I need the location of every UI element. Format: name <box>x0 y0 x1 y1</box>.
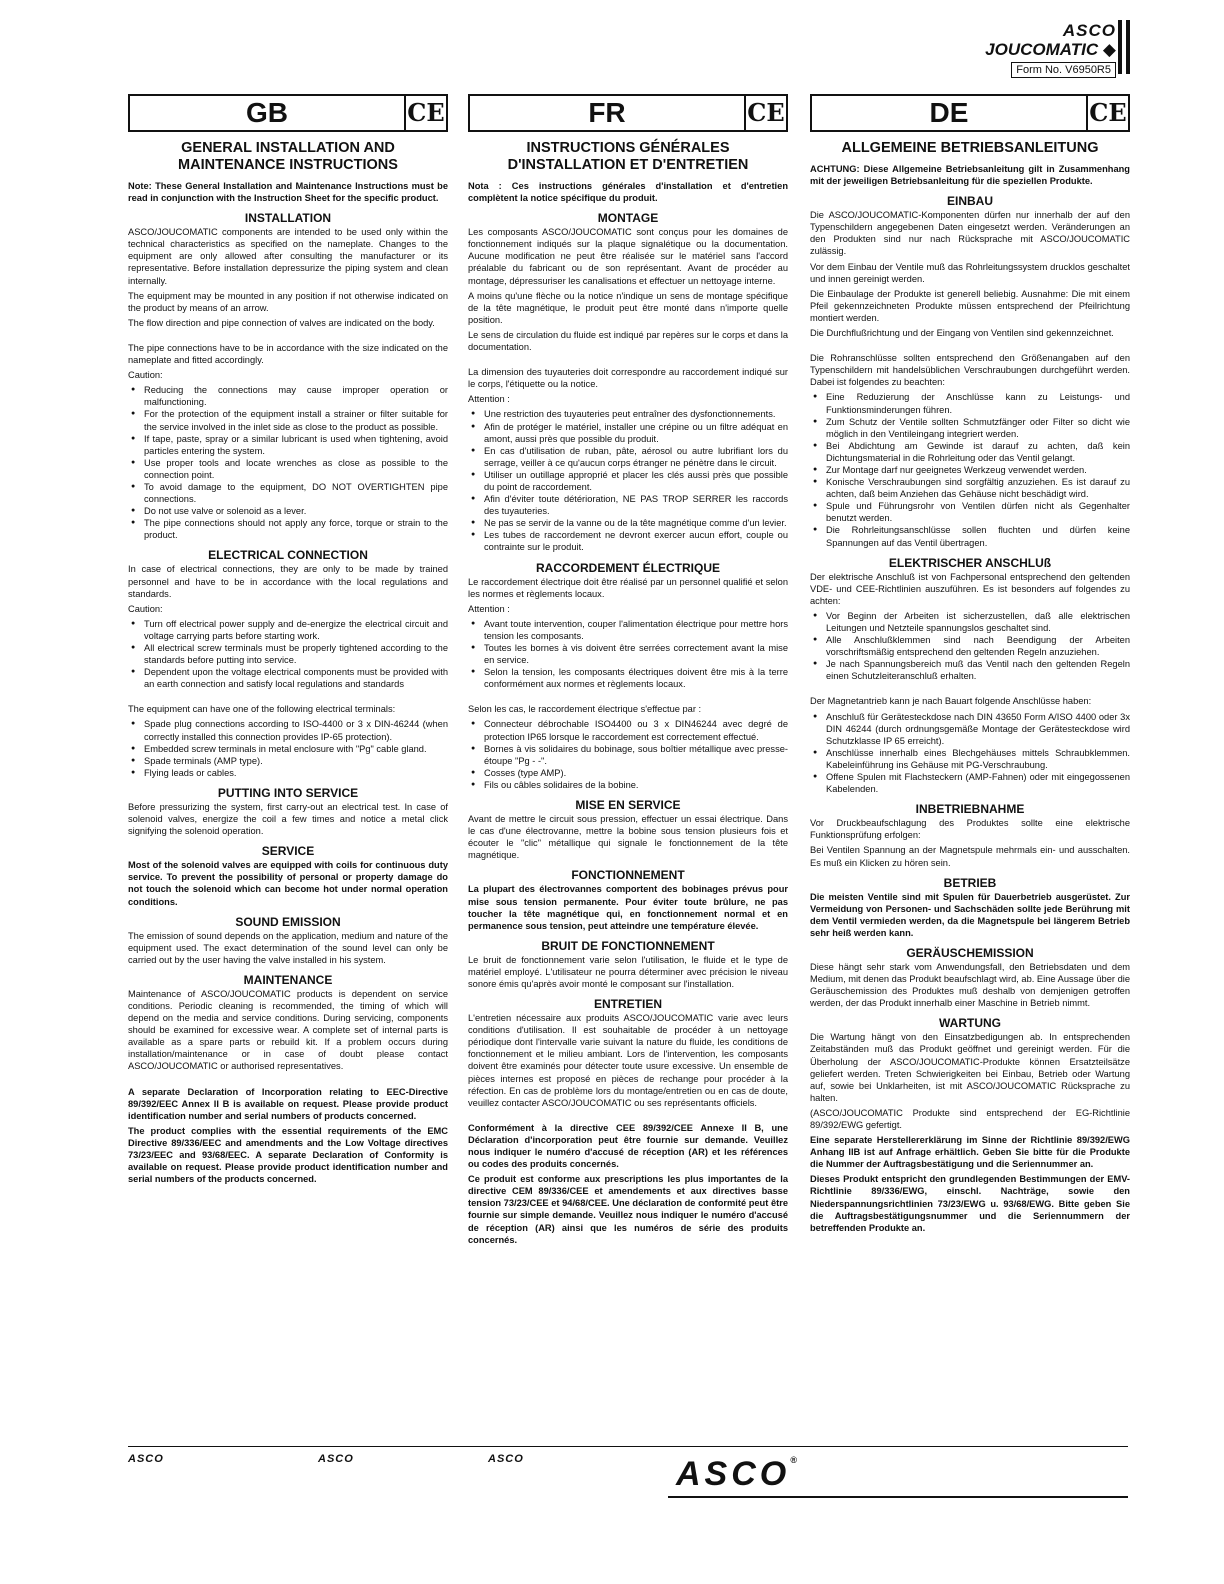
section-heading: SOUND EMISSION <box>235 914 341 929</box>
list-item: ● En cas d'utilisation de ruban, pâte, aérosol ou autre lubrifiant lors du serrage, veiller à ce qu'aucun corps étranger ne pénètre dans le circuit. <box>484 445 788 469</box>
list-item: ● Embedded screw terminals in metal enclosure with "Pg" cable gland. <box>144 743 448 755</box>
paragraph: Maintenance of ASCO/JOUCOMATIC products is dependent on service conditions. Periodic cleaning is recommended, the timing of which will depend on the media and service conditions. During servicing, components should be examined for excessive wear. A complete set of internal parts is available as a spare parts or rebuild kit. If a problem occurs during installation/maintenance or in case of doubt please contact ASCO/JOUCOMATIC or authorised representatives. <box>128 988 448 1072</box>
declaration: Conformément à la directive CEE 89/392/CEE Annexe II B, une Déclaration d'incorporation peut être fournie sur demande. Veuillez nous indiquer le numéro d'accusé de réception (AR) et les références ou codes des produits concernés. <box>468 1122 788 1170</box>
language-header-gb <box>128 94 448 132</box>
column-gb <box>128 94 448 1188</box>
paragraph: Diese hängt sehr stark vom Anwendungsfall, den Betriebsdaten und dem Medium, mit denen das Produkt beaufschlagt wird, ab. Eine Aussage über die Geräuschemission des Produktes muß deshalb von demjenigen getroffen werden, der das Produkt innerhalb einer Maschine in Betrieb nimmt. <box>810 961 1130 1009</box>
bullet-list <box>810 610 1130 683</box>
list-item: ● Je nach Spannungsbereich muß das Ventil nach den geltenden Regeln einen Schutzleiteranschluß erhalten. <box>826 658 1130 682</box>
paragraph: Le raccordement électrique doit être réalisé par un personnel qualifié et selon les normes et règlements locaux. <box>468 576 788 599</box>
column-de <box>810 94 1130 1237</box>
list-item: ● Selon la tension, les composants électriques doivent être mis à la terre conformément aux normes et règlements locaux. <box>484 666 788 690</box>
attention-label: Attention : <box>468 603 510 614</box>
language-header-fr <box>468 94 788 132</box>
paragraph: In case of electrical connections, they are only to be made by trained personnel and have to be in accordance with the local regulations and standards. <box>128 564 448 599</box>
brand-logo <box>985 22 1116 78</box>
section-heading: MISE EN SERVICE <box>575 798 681 813</box>
list-item: ● Les tubes de raccordement ne devront exercer aucun effort, couple ou contrainte sur le produit. <box>484 529 788 553</box>
footer-divider <box>128 1446 1128 1447</box>
list-item: ● Bei Abdichtung am Gewinde ist darauf zu achten, daß kein Dichtungsmaterial in die Rohrleitung oder das Ventil gelangt. <box>826 440 1130 464</box>
bullet-list <box>468 408 788 553</box>
paragraph: The pipe connections have to be in accordance with the size indicated on the nameplate and fitted accordingly. <box>128 342 448 366</box>
bullet-list <box>468 618 788 691</box>
column-fr <box>468 94 788 1249</box>
attention-label: Attention : <box>468 394 510 405</box>
paragraph: Die ASCO/JOUCOMATIC-Komponenten dürfen nur innerhalb der auf den Typenschildern angegebenen Daten eingesetzt werden. Veränderungen an den Produkten sind nur nach Rücksprache mit ASCO/JOUCOMATIC zulässig. <box>810 210 1130 257</box>
paragraph: Selon les cas, le raccordement électrique s'effectue par : <box>468 704 702 715</box>
list-item: ● Ne pas se servir de la vanne ou de la tête magnétique comme d'un levier. <box>484 517 788 529</box>
language-header-de <box>810 94 1130 132</box>
list-item: ● Zur Montage darf nur geeignetes Werkzeug verwendet werden. <box>826 464 1130 476</box>
paragraph: Les composants ASCO/JOUCOMATIC sont conçus pour les domaines de fonctionnement indiqués sur la plaque signalétique ou la documentation. Aucune modification ne peut être réalisée sur le matériel sans l'accord préalable du fabricant ou de son représentant. Avant de procéder au montage, dépressuriser les canalisations et effectuer un nettoyage interne. <box>468 227 788 286</box>
paragraph: Der Magnetantrieb kann je nach Bauart folgende Anschlüsse haben: <box>810 696 1092 707</box>
declaration: A separate Declaration of Incorporation relating to EEC-Directive 89/392/EEC Annex II B is available on request. Please provide product identification number and serial numbers of products concerned. <box>128 1086 448 1121</box>
section-heading: SERVICE <box>261 844 315 859</box>
paragraph: Bei Ventilen Spannung an der Magnetspule mehrmals ein- und ausschalten. Es muß ein Klicken zu hören sein. <box>810 845 1130 868</box>
bullet-list <box>810 391 1130 548</box>
paragraph: ASCO/JOUCOMATIC components are intended to be used only within the technical characteristics as specified on the nameplate. Changes to the equipment are only allowed after consulting the manufacturer or its representative. Before installation depressurize the piping system and clean internally. <box>128 227 448 286</box>
declaration: The product complies with the essential requirements of the EMC Directive 89/336/EEC and amendments and the Low Voltage directives 73/23/EEC and 93/68/EEC. A separate Declaration of Conformity is available on request. Please provide product identification number and serial numbers of the products concerned. <box>128 1125 448 1185</box>
list-item: ● Dependent upon the voltage electrical components must be provided with an earth connection and satisfy local regulations and standards <box>144 666 448 690</box>
paragraph: Der elektrische Anschluß ist von Fachpersonal entsprechend den geltenden VDE- und CEE-Richtlinien auszuführen. Es ist besonders auf folgendes zu achten: <box>810 571 1130 606</box>
form-number: Form No. V6950R5 <box>1011 62 1116 78</box>
section-heading: EINBAU <box>946 194 993 209</box>
list-item: ● Spade terminals (AMP type). <box>144 755 448 767</box>
section-heading: GERÄUSCHEMISSION <box>906 945 1034 960</box>
page-title: GENERAL INSTALLATION AND MAINTENANCE INSTRUCTIONS <box>178 140 398 173</box>
caution-label: Caution: <box>128 603 163 614</box>
paragraph: The flow direction and pipe connection of valves are indicated on the body. <box>128 317 435 328</box>
list-item: ● Spade plug connections according to ISO-4400 or 3 x DIN-46244 (when correctly installed this connection provides IP-65 protection). <box>144 718 448 742</box>
declaration: Ce produit est conforme aux prescriptions les plus importantes de la directive CEM 89/336/CEE et amendements et aux directives basse tension 73/23/CEE et 94/68/CEE. Une déclaration de conformité peut être fournie sur simple demande. Veuillez nous indiquer le numéro d'accusé de réception (AR) ainsi que les numéros de série des produits concernés. <box>468 1174 788 1245</box>
list-item: ● Alle Anschlußklemmen sind nach Beendigung der Arbeiten vorschriftsmäßig entsprechend den geltenden Regeln anzuziehen. <box>826 634 1130 658</box>
paragraph: Most of the solenoid valves are equipped with coils for continuous duty service. To prevent the possibility of personal or property damage do not touch the solenoid which can become hot under normal operation conditions. <box>128 860 448 907</box>
list-item: ● Turn off electrical power supply and de-energize the electrical circuit and voltage carrying parts before starting work. <box>144 618 448 642</box>
bullet-list <box>128 618 448 691</box>
paragraph: Die meisten Ventile sind mit Spulen für Dauerbetrieb ausgerüstet. Zur Vermeidung von Personen- und Sachschäden sollte jede Berührung mit dem Ventil vermieden werden, da die Magnetspule bei längerem Betrieb sehr heiß werden kann. <box>810 891 1130 938</box>
asco-logo: ASCO® <box>676 1455 801 1493</box>
list-item: ● Connecteur débrochable ISO4400 ou 3 x DIN46244 avec degré de protection IP65 lorsque le raccordement est correctement effectué. <box>484 718 788 742</box>
list-item: ● Utiliser un outillage approprié et placer les clés aussi près que possible du point de raccordement. <box>484 469 788 493</box>
paragraph: The emission of sound depends on the application, medium and nature of the equipment used. The exact determination of the sound level can only be carried out by the user having the valve installed in his system. <box>128 930 448 965</box>
list-item: ● Afin d'éviter toute détérioration, NE PAS TROP SERRER les raccords des tuyauteries. <box>484 493 788 517</box>
footer-logo-fr: ASCO <box>318 1453 354 1465</box>
list-item: ● To avoid damage to the equipment, DO NOT OVERTIGHTEN pipe connections. <box>144 481 448 505</box>
paragraph: Avant de mettre le circuit sous pression, effectuer un essai électrique. Dans le cas d'une électrovanne, mettre la bobine sous tension plusieurs fois et écouter le "clic" métallique qui signale le fonctionnement de la tête magnétique. <box>468 814 788 861</box>
section-heading: ELECTRICAL CONNECTION <box>208 548 368 563</box>
list-item: ● The pipe connections should not apply any force, torque or strain to the product. <box>144 517 448 541</box>
section-heading: PUTTING INTO SERVICE <box>217 785 359 800</box>
language-code: FR <box>588 97 626 128</box>
paragraph: La plupart des électrovannes comportent des bobinages prévus pour mise sous tension permanente. Pour éviter toute brûlure, ne pas toucher la tête magnétique qui, en fonctionnement normal et en permanence sous tension, peut atteindre une température élevée. <box>468 884 788 931</box>
section-heading: ELEKTRISCHER ANSCHLUß <box>888 555 1052 570</box>
paragraph: Die Rohranschlüsse sollten entsprechend den Größenangaben auf den Typenschildern mit handelsüblichen Verschraubungen durchgeführt werden. Dabei ist folgendes zu beachten: <box>810 353 1130 388</box>
list-item: ● Spule und Führungsrohr von Ventilen dürfen nicht als Gegenhalter benutzt werden. <box>826 500 1130 524</box>
bullet-list <box>810 711 1130 796</box>
list-item: ● Avant toute intervention, couper l'alimentation électrique pour mettre hors tension les composants. <box>484 618 788 642</box>
list-item: ● Die Rohrleitungsanschlüsse sollen fluchten und dürfen keine Spannungen auf das Ventil übertragen. <box>826 524 1130 548</box>
list-item: ● Zum Schutz der Ventile sollten Schmutzfänger oder Filter so dicht wie möglich in den Ventileingang integriert werden. <box>826 416 1130 440</box>
list-item: ● Reducing the connections may cause improper operation or malfunctioning. <box>144 384 448 408</box>
ce-mark-icon: CE <box>744 96 786 130</box>
paragraph: L'entretien nécessaire aux produits ASCO/JOUCOMATIC varie avec leurs conditions d'utilisation. Il est souhaitable de procéder à un nettoyage périodique dont l'intervalle varie suivant la nature du fluide, les conditions de fonctionnement et le milieu ambiant. Lors de l'intervention, les composants doivent être examinés pour détecter toute usure excessive. Un ensemble de pièces internes est proposé en pièces de rechange pour procéder à la réfection. En cas de problème lors du montage/entretien ou en cas de doute, veuillez contacter ASCO/JOUCOMATIC ou ses représentants officiels. <box>468 1013 788 1108</box>
footer-logo-de: ASCO <box>488 1453 524 1465</box>
paragraph: The equipment may be mounted in any position if not otherwise indicated on the product by means of an arrow. <box>128 290 448 313</box>
note: Nota : Ces instructions générales d'installation et d'entretien complètent la notice spécifique du produit. <box>468 181 788 204</box>
note: Note: These General Installation and Maintenance Instructions must be read in conjunction with the Instruction Sheet for the specific product. <box>128 181 448 204</box>
brand-bottom: JOUCOMATIC ◆ <box>985 40 1116 59</box>
list-item: ● Anschlüsse innerhalb eines Blechgehäuses mittels Schraubklemmen. Kabeleinführung ins Gehäuse mit PG-Verschraubung. <box>826 747 1130 771</box>
list-item: ● For the protection of the equipment install a strainer or filter suitable for the service involved in the inlet side as close to the product as possible. <box>144 408 448 432</box>
diamond-icon: ◆ <box>1102 40 1116 59</box>
paragraph: Vor Druckbeaufschlagung des Produktes sollte eine elektrische Funktionsprüfung erfolgen: <box>810 818 1130 841</box>
declaration: Dieses Produkt entspricht den grundlegenden Bestimmungen der EMV-Richtlinie 89/336/EWG, einschl. Nachträge, sowie den Niederspannungsrichtlinien 73/23/EWG u. 93/68/EWG. Bitte geben Sie die Auftragsbestätigungsnummer und die Seriennummern der betreffenden Produkte an. <box>810 1174 1130 1233</box>
note: ACHTUNG: Diese Allgemeine Betriebsanleitung gilt in Zusammenhang mit der jeweiligen Betriebsanleitung für die speziellen Produkte. <box>810 164 1130 187</box>
list-item: ● Offene Spulen mit Flachsteckern (AMP-Fahnen) oder mit eingegossenen Kabelenden. <box>826 771 1130 795</box>
paragraph: Before pressurizing the system, first carry-out an electrical test. In case of solenoid valves, energize the coil a few times and notice a metal click signifying the solenoid operation. <box>128 801 448 837</box>
list-item: ● Bornes à vis solidaires du bobinage, sous boîtier métallique avec presse-étoupe "Pg - -". <box>484 743 788 767</box>
paragraph: Vor dem Einbau der Ventile muß das Rohrleitungssystem drucklos geschaltet und innen gereinigt werden. <box>810 261 1130 284</box>
ce-mark-icon: CE <box>1086 96 1128 130</box>
declaration: Eine separate Herstellererklärung im Sinne der Richtlinie 89/392/EWG Anhang IIB ist auf Anfrage erhältlich. Geben Sie bitte für die Produkte die Nummer der Auftragsbestätigung und die Seriennummer an. <box>810 1135 1130 1170</box>
list-item: ● Do not use valve or solenoid as a lever. <box>144 505 448 517</box>
paragraph: (ASCO/JOUCOMATIC Produkte sind entsprechend der EG-Richtlinie 89/392/EWG gefertigt. <box>810 1107 1130 1130</box>
section-heading: MONTAGE <box>597 211 659 226</box>
section-heading: MAINTENANCE <box>243 972 333 987</box>
list-item: ● Fils ou câbles solidaires de la bobine. <box>484 779 788 791</box>
section-heading: FONCTIONNEMENT <box>571 868 685 883</box>
footer-logo-gb: ASCO <box>128 1453 164 1465</box>
section-heading: RACCORDEMENT ÉLECTRIQUE <box>535 560 720 575</box>
paragraph: La dimension des tuyauteries doit correspondre au raccordement indiqué sur le corps, l'étiquette ou la notice. <box>468 367 788 390</box>
section-heading: BETRIEB <box>943 875 997 890</box>
section-heading: BRUIT DE FONCTIONNEMENT <box>541 938 715 953</box>
paragraph: The equipment can have one of the following electrical terminals: <box>128 704 396 715</box>
language-code: DE <box>929 97 969 128</box>
list-item: ● Vor Beginn der Arbeiten ist sicherzustellen, daß alle elektrischen Leitungen und Netzteile spannungslos geschaltet sind. <box>826 610 1130 634</box>
list-item: ● Konische Verschraubungen sind sorgfältig anzuziehen. Es ist darauf zu achten, daß beim Anziehen das Gehäuse nicht beschädigt wird. <box>826 476 1130 500</box>
bullet-list <box>128 718 448 778</box>
list-item: ● Eine Reduzierung der Anschlüsse kann zu Leistungs- und Funktionsminderungen führen. <box>826 391 1130 415</box>
list-item: ● Use proper tools and locate wrenches as close as possible to the connection point. <box>144 457 448 481</box>
list-item: ● Afin de protéger le matériel, installer une crépine ou un filtre adéquat en amont, aussi près que possible du produit. <box>484 421 788 445</box>
logo-underline <box>668 1496 1128 1498</box>
caution-label: Caution: <box>128 370 163 381</box>
section-heading: INSTALLATION <box>244 211 332 226</box>
page-title: ALLGEMEINE BETRIEBSANLEITUNG <box>841 140 1099 156</box>
bullet-list <box>128 384 448 541</box>
list-item: ● Cosses (type AMP). <box>484 767 788 779</box>
paragraph: A moins qu'une flèche ou la notice n'indique un sens de montage spécifique de la tête magnétique, le produit peut être monté dans n'importe quelle position. <box>468 290 788 325</box>
section-heading: WARTUNG <box>939 1016 1001 1031</box>
page-title: INSTRUCTIONS GÉNÉRALES D'INSTALLATION ET D'ENTRETIEN <box>507 140 749 173</box>
language-code: GB <box>246 97 288 128</box>
section-heading: INBETRIEBNAHME <box>915 802 1025 817</box>
list-item: ● All electrical screw terminals must be properly tightened according to the standards before putting into service. <box>144 642 448 666</box>
paragraph: Die Wartung hängt von den Einsatzbedigungen ab. In entsprechenden Zeitabständen muß das Produkt geöffnet und gereinigt werden. Für die Überholung der ASCO/JOUCOMATIC-Produkte können Ersatzteilsätze geliefert werden. Treten Schwierigkeiten bei Einbau, Betrieb oder Wartung auf, sowie bei Unklarheiten, ist mit ASCO/JOUCOMATIC Rücksprache zu halten. <box>810 1032 1130 1103</box>
list-item: ● Flying leads or cables. <box>144 767 448 779</box>
list-item: ● Anschluß für Gerätesteckdose nach DIN 43650 Form A/ISO 4400 oder 3x DIN 46244 (durch ordnungsgemäße Montage der Gerätesteckdose wird Schutzklasse IP 65 erreicht). <box>826 711 1130 747</box>
paragraph: Die Einbaulage der Produkte ist generell beliebig. Ausnahme: Die mit einem Pfeil gekennzeichneten Produkte müssen entsprechend der Pfeilrichtung montiert werden. <box>810 288 1130 323</box>
section-heading: ENTRETIEN <box>593 997 662 1012</box>
paragraph: Le sens de circulation du fluide est indiqué par repères sur le corps et dans la documentation. <box>468 329 788 353</box>
paragraph: Le bruit de fonctionnement varie selon l'utilisation, le fluide et le type de matériel employé. L'utilisateur ne pourra déterminer avec précision le niveau sonore émis qu'après avoir monté le composant sur l'installation. <box>468 954 788 989</box>
bullet-list <box>468 718 788 791</box>
ce-mark-icon: CE <box>404 96 446 130</box>
brand-top: ASCO <box>1062 21 1116 40</box>
list-item: ● Toutes les bornes à vis doivent être serrées correctement avant la mise en service. <box>484 642 788 666</box>
bars-icon <box>1118 20 1132 74</box>
list-item: ● If tape, paste, spray or a similar lubricant is used when tightening, avoid particles entering the system. <box>144 433 448 457</box>
paragraph: Die Durchflußrichtung und der Eingang von Ventilen sind gekennzeichnet. <box>810 328 1114 339</box>
list-item: ● Une restriction des tuyauteries peut entraîner des dysfonctionnements. <box>484 408 788 420</box>
